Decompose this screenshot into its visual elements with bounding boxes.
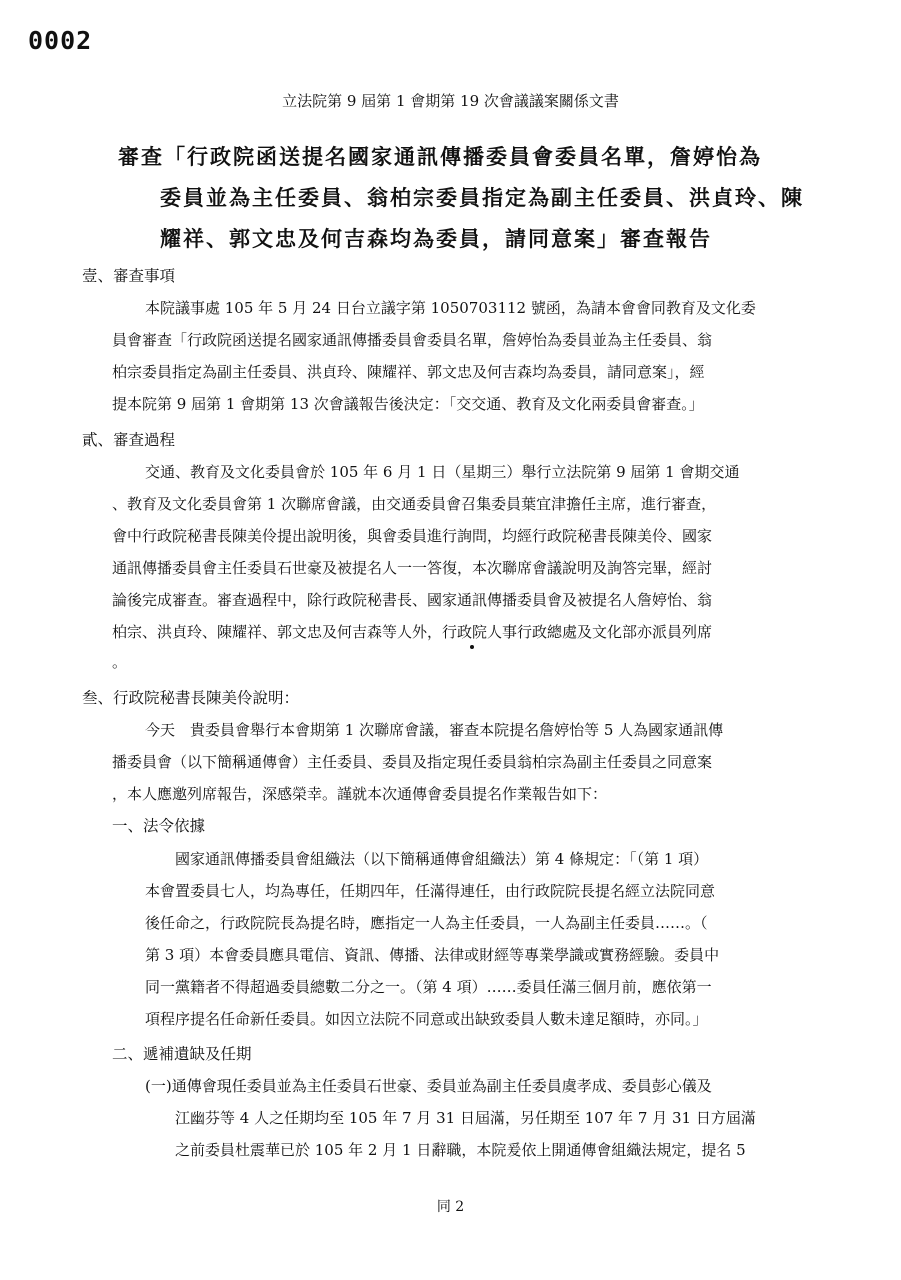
paragraph-line: 播委員會（以下簡稱通傳會）主任委員、委員及指定現任委員翁柏宗為副主任委員之同意案 bbox=[112, 753, 713, 771]
subsection-heading: 一、法令依據 bbox=[112, 817, 206, 835]
paragraph-line: 論後完成審查。審查過程中，除行政院秘書長、國家通訊傳播委員會及被提名人詹婷怡、翁 bbox=[112, 591, 713, 609]
paragraph-line: 。 bbox=[112, 653, 128, 671]
paragraph-line: 柏宗委員指定為副主任委員、洪貞玲、陳耀祥、郭文忠及何吉森均為委員，請同意案」，經 bbox=[112, 363, 705, 381]
paragraph-line: ，本人應邀列席報告，深感榮幸。謹就本次通傳會委員提名作業報告如下： bbox=[112, 785, 608, 803]
paragraph-line: 本院議事處 105 年 5 月 24 日台立議字第 1050703112 號函，為請本會會同教育及文化委 bbox=[145, 299, 756, 317]
paragraph-line: 項程序提名任命新任委員。如因立法院不同意或出缺致委員人數未達足額時，亦同。」 bbox=[145, 1010, 708, 1028]
paragraph-line: 同一黨籍者不得超過委員總數二分之一。（第 4 項）……委員任滿三個月前，應依第一 bbox=[145, 978, 712, 996]
paragraph-line: 國家通訊傳播委員會組織法（以下簡稱通傳會組織法）第 4 條規定：「（第 1 項） bbox=[175, 850, 709, 868]
subsection-heading: 二、遞補遺缺及任期 bbox=[112, 1045, 252, 1063]
paragraph-line: 員會審查「行政院函送提名國家通訊傳播委員會委員名單，詹婷怡為委員並為主任委員、翁 bbox=[112, 331, 713, 349]
section-heading: 壹、審查事項 bbox=[82, 267, 176, 285]
paragraph-line: 本會置委員七人，均為專任，任期四年，任滿得連任，由行政院院長提名經立法院同意 bbox=[145, 882, 716, 900]
paragraph-line: 、教育及文化委員會第 1 次聯席會議，由交通委員會召集委員葉宜津擔任主席，進行審查， bbox=[112, 495, 717, 513]
report-title bbox=[118, 136, 808, 259]
paragraph-line: 通訊傳播委員會主任委員石世豪及被提名人一一答復，本次聯席會議說明及詢答完畢，經討 bbox=[112, 559, 713, 577]
paragraph-line: 第 3 項）本會委員應具電信、資訊、傳播、法律或財經等專業學識或實務經驗。委員中 bbox=[145, 946, 720, 964]
paragraph-line: 今天 貴委員會舉行本會期第 1 次聯席會議，審查本院提名詹婷怡等 5 人為國家通訊傳 bbox=[145, 721, 724, 739]
paragraph-line: (一)通傳會現任委員並為主任委員石世豪、委員並為副主任委員虞孝成、委員彭心儀及 bbox=[145, 1077, 712, 1095]
paragraph-line: 會中行政院秘書長陳美伶提出說明後，與會委員進行詢問，均經行政院秘書長陳美伶、國家 bbox=[112, 527, 713, 545]
section-heading: 貳、審查過程 bbox=[82, 431, 176, 449]
section-heading: 叁、行政院秘書長陳美伶說明： bbox=[82, 689, 300, 707]
page-number: 0002 bbox=[28, 26, 93, 55]
title-line: 審查「行政院函送提名國家通訊傳播委員會委員名單，詹婷怡為 bbox=[118, 144, 762, 169]
scan-speck bbox=[470, 645, 474, 649]
document-header: 立法院第 9 屆第 1 會期第 19 次會議議案關係文書 bbox=[282, 92, 619, 110]
paragraph-line: 之前委員杜震華已於 105 年 2 月 1 日辭職，本院爰依上開通傳會組織法規定，提名 5 bbox=[175, 1141, 746, 1159]
paragraph-line: 提本院第 9 屆第 1 會期第 13 次會議報告後決定：「交交通、教育及文化兩委員會審查。」 bbox=[112, 395, 704, 413]
title-line: 委員並為主任委員、翁柏宗委員指定為副主任委員、洪貞玲、陳 bbox=[160, 185, 804, 210]
page-footer: 同 2 bbox=[436, 1199, 465, 1215]
paragraph-line: 江幽芬等 4 人之任期均至 105 年 7 月 31 日屆滿，另任期至 107 年 7 月 31 日方屆滿 bbox=[175, 1109, 756, 1127]
paragraph-line: 後任命之，行政院院長為提名時，應指定一人為主任委員，一人為副主任委員……。（ bbox=[145, 914, 708, 932]
paragraph-line: 交通、教育及文化委員會於 105 年 6 月 1 日（星期三）舉行立法院第 9 屆第 1 會期交通 bbox=[145, 463, 740, 481]
paragraph-line: 柏宗、洪貞玲、陳耀祥、郭文忠及何吉森等人外，行政院人事行政總處及文化部亦派員列席 bbox=[112, 623, 713, 641]
title-line: 耀祥、郭文忠及何吉森均為委員，請同意案」審查報告 bbox=[160, 226, 712, 251]
